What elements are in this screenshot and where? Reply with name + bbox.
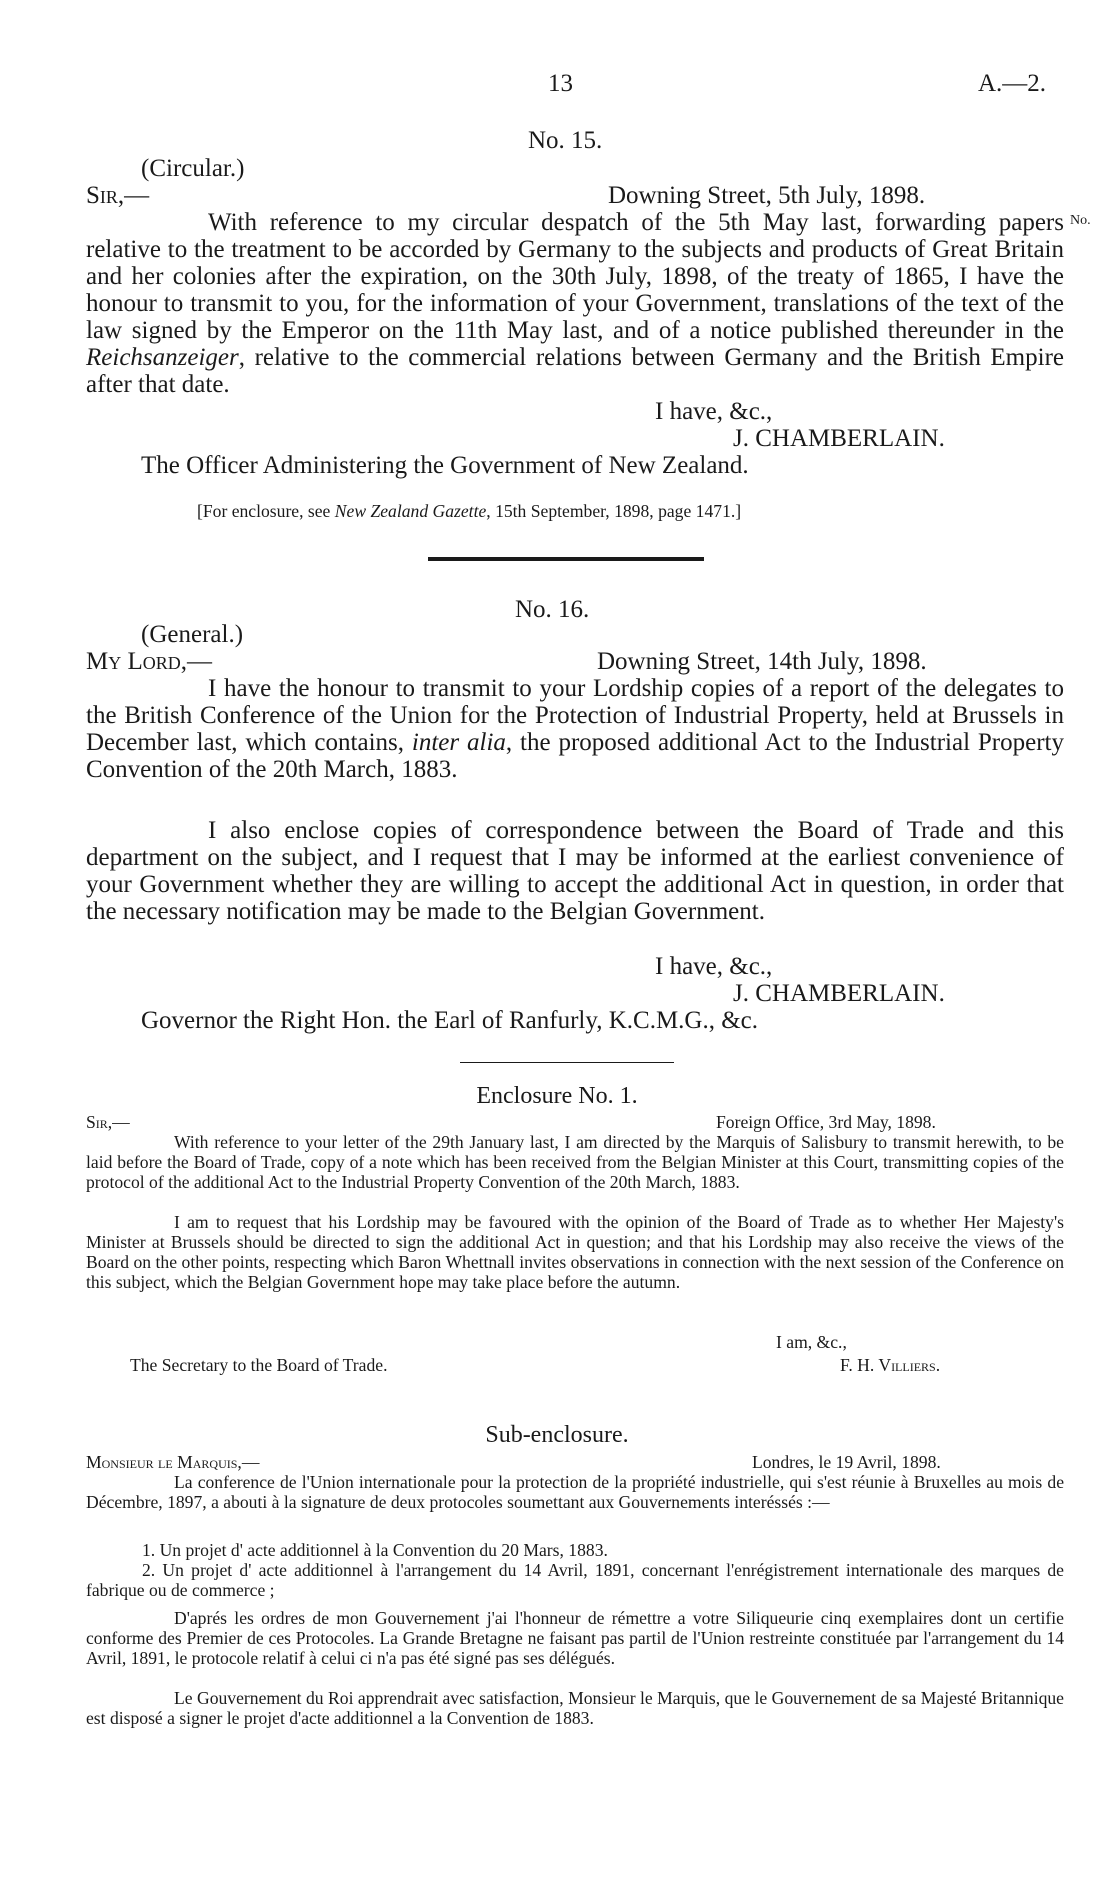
place-date: Foreign Office, 3rd May, 1898. xyxy=(716,1112,936,1132)
margin-note: No. xyxy=(1070,213,1091,228)
enclosure-note: [For enclosure, see New Zealand Gazette, 15th September, 1898, page 1471.] xyxy=(197,501,742,521)
signature: F. H. Villiers. xyxy=(840,1355,941,1375)
letter-paragraph: Le Gouvernement du Roi apprendrait avec satisfaction, Monsieur le Marquis, que le Gouvernement de sa Majesté Britannique est disposé a signer le projet d'acte additionnel a la Convention de 1883. xyxy=(86,1688,1064,1728)
signature: J. CHAMBERLAIN. xyxy=(733,980,945,1007)
closing: I am, &c., xyxy=(776,1332,847,1352)
place-date: Downing Street, 14th July, 1898. xyxy=(597,648,927,675)
page-number: 13 xyxy=(548,70,573,97)
section-divider xyxy=(428,557,704,561)
list-item: 1. Un projet d' acte additionnel à la Convention du 20 Mars, 1883. xyxy=(142,1540,608,1560)
despatch-number: No. 16. xyxy=(515,596,590,623)
closing: I have, &c., xyxy=(655,953,773,980)
despatch-body: With reference to my circular despatch of the 5th May last, forwarding papers relative to the treatment to be accorded by Germany to the subjects and products of Great Britain and her colonies after the expiration, on the 30th July, 1898, of the treaty of 1865, I have the honour to transmit to you, for the information of your Government, translations of the text of the law signed by the Emperor on the 11th May last, and of a notice published thereunder in the Reichsanzeiger, relative to the commercial relations between Germany and the British Empire after that date. xyxy=(86,209,1064,398)
list-item: 2. Un projet d' acte additionnel à l'arrangement du 14 Avril, 1891, concernant l'enrégistrement internationale des marques de fabrique ou de commerce ; xyxy=(86,1560,1064,1600)
closing: I have, &c., xyxy=(655,398,773,425)
document-reference: A.—2. xyxy=(978,70,1047,97)
place-date: Downing Street, 5th July, 1898. xyxy=(608,182,926,209)
despatch-paragraph: I have the honour to transmit to your Lordship copies of a report of the delegates to the British Conference of the Union for the Protection of Industrial Property, held at Brussels in December last, which contains, inter alia, the proposed additional Act to the Industrial Property Convention of the 20th March, 1883. xyxy=(86,675,1064,783)
despatch-number: No. 15. xyxy=(528,127,603,154)
salutation: Monsieur le Marquis,— xyxy=(86,1452,260,1472)
addressee: Governor the Right Hon. the Earl of Ranfurly, K.C.M.G., &c. xyxy=(141,1007,759,1034)
despatch-label: (Circular.) xyxy=(141,155,245,182)
signature: J. CHAMBERLAIN. xyxy=(733,425,945,452)
place-date: Londres, le 19 Avril, 1898. xyxy=(752,1452,941,1472)
section-divider xyxy=(460,1062,674,1063)
enclosure-title: Enclosure No. 1. xyxy=(476,1083,638,1109)
salutation: My Lord,— xyxy=(86,648,213,675)
letter-paragraph: La conference de l'Union internationale pour la protection de la propriété industrielle, qui s'est réunie à Bruxelles au mois de Décembre, 1897, a abouti à la signature de deux protocoles soumettant aux Gouvernements interéssés :— xyxy=(86,1472,1064,1512)
letter-paragraph: With reference to your letter of the 29th January last, I am directed by the Marquis of Salisbury to transmit herewith, to be laid before the Board of Trade, copy of a note which has been received from the Belgian Minister at this Court, transmitting copies of the protocol of the additional Act to the Industrial Property Convention of the 20th March, 1883. xyxy=(86,1132,1064,1192)
subenclosure-title: Sub-enclosure. xyxy=(485,1422,629,1448)
letter-paragraph: I am to request that his Lordship may be favoured with the opinion of the Board of Trade as to whether Her Majesty's Minister at Brussels should be directed to sign the additional Act in question; and that his Lordship may also receive the views of the Board on the other points, respecting which Baron Whettnall invites observations in connection with the next session of the Conference on this subject, which the Belgian Government hope may take place before the autumn. xyxy=(86,1212,1064,1292)
body-italic-term: Reichsanzeiger xyxy=(86,344,239,371)
addressee: The Secretary to the Board of Trade. xyxy=(130,1355,388,1375)
addressee: The Officer Administering the Government of New Zealand. xyxy=(141,452,749,479)
despatch-label: (General.) xyxy=(141,621,244,648)
salutation: Sir,— xyxy=(86,1112,130,1132)
despatch-paragraph: I also enclose copies of correspondence between the Board of Trade and this department on the subject, and I request that I may be informed at the earliest convenience of your Government whether they are willing to accept the additional Act in question, in order that the necessary notification may be made to the Belgian Government. xyxy=(86,817,1064,925)
letter-paragraph: D'aprés les ordres de mon Gouvernement j'ai l'honneur de rémettre a votre Siliqueurie cinq exemplaires dont un certifie conforme des Premier de ces Protocoles. La Grande Bretagne ne faisant pas partil de l'Union restreinte constituée par l'arrangement du 14 Avril, 1891, le protocole relatif à celui ci n'a pas été signé pas ses délégués. xyxy=(86,1608,1064,1668)
salutation: Sir,— xyxy=(86,182,150,209)
latin-phrase: inter alia xyxy=(411,729,506,756)
